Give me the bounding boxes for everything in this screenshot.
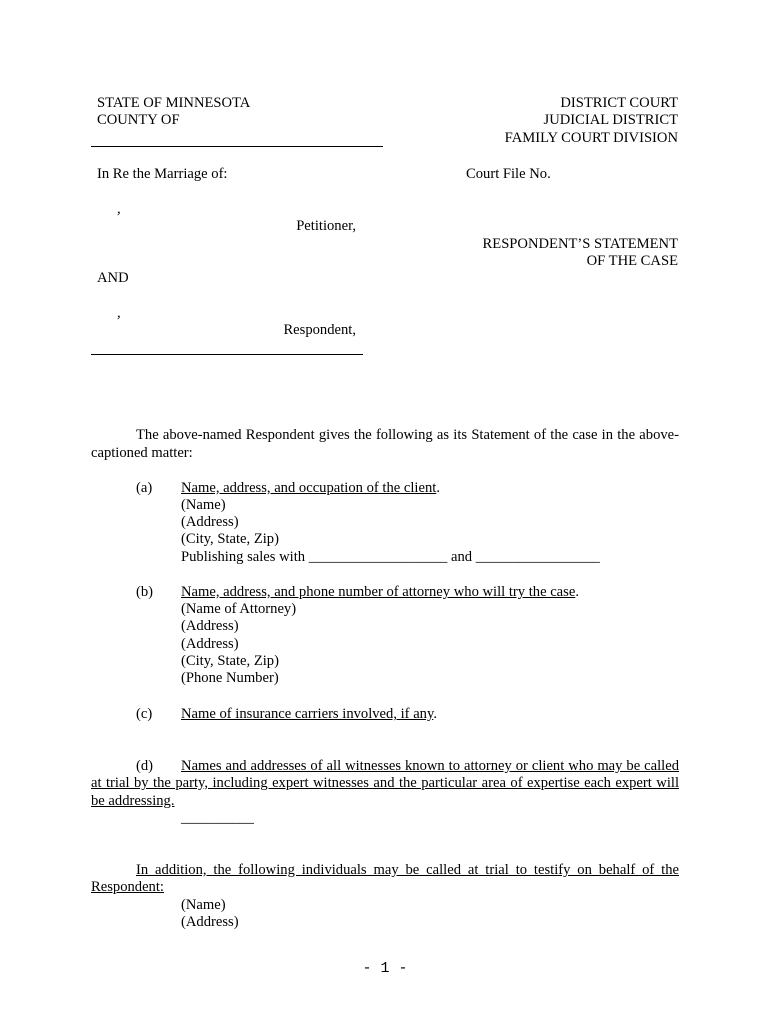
county-label: COUNTY OF (97, 112, 180, 128)
addition-line2: Respondent: (91, 879, 164, 895)
item-c-label: (c) (136, 706, 153, 722)
item-d-line2: at trial by the party, including expert witnesses and the particular area of expertise each expert will (91, 775, 679, 791)
item-d-line3-row (91, 793, 175, 810)
item-b-heading-row (181, 584, 579, 601)
item-a-heading: Name, address, and occupation of the client (181, 480, 437, 496)
court-label: DISTRICT COURT (560, 95, 678, 111)
respondent-name-comma: , (117, 305, 121, 321)
intro-line2: captioned matter: (91, 445, 193, 461)
addition-line2-row (91, 879, 164, 896)
item-b-phone: (Phone Number) (181, 670, 279, 686)
caption-underline (91, 354, 363, 355)
state-label: STATE OF MINNESOTA (97, 95, 251, 111)
respondent-label: Respondent, (283, 322, 356, 338)
item-b-period: . (575, 584, 579, 600)
item-d-line2-row (91, 775, 679, 792)
item-a-name: (Name) (181, 497, 226, 513)
item-a-heading-row (181, 480, 440, 497)
document-title-line2: OF THE CASE (586, 253, 678, 269)
district-label: JUDICIAL DISTRICT (543, 112, 678, 128)
county-underline (91, 146, 383, 147)
item-b-attorney-name: (Name of Attorney) (181, 601, 297, 617)
item-c-period: . (433, 706, 437, 722)
item-b-address1: (Address) (181, 618, 239, 634)
item-d-blank: __________ (181, 810, 254, 826)
item-a-publishing: Publishing sales with ___________________ and _________________ (181, 549, 600, 565)
addition-address: (Address) (181, 914, 239, 930)
item-a-label: (a) (136, 480, 153, 496)
item-b-heading: Name, address, and phone number of attorney who will try the case (181, 584, 576, 600)
item-a-period: . (436, 480, 440, 496)
addition-name: (Name) (181, 897, 226, 913)
intro-line1: The above-named Respondent gives the following as its Statement of the case in the above- (136, 427, 679, 443)
petitioner-name-comma: , (117, 201, 121, 217)
item-c-heading: Name of insurance carriers involved, if any (181, 706, 434, 722)
item-d-line1: Names and addresses of all witnesses known to attorney or client who may be called (181, 758, 679, 774)
item-b-address2: (Address) (181, 636, 239, 652)
document-title-line1: RESPONDENT’S STATEMENT (482, 236, 678, 252)
petitioner-label: Petitioner, (296, 218, 356, 234)
addition-line1: In addition, the following individuals may be called at trial to testify on behalf of the (136, 862, 679, 878)
and-label: AND (97, 270, 129, 286)
intro-paragraph (91, 427, 679, 444)
page-number: - 1 - (362, 960, 408, 977)
item-a-address: (Address) (181, 514, 239, 530)
court-file-label: Court File No. (466, 166, 551, 182)
in-re-label: In Re the Marriage of: (97, 166, 228, 182)
item-c-heading-row (181, 706, 437, 723)
division-label: FAMILY COURT DIVISION (504, 130, 678, 146)
item-d-line3: be addressing. (91, 793, 175, 809)
item-d-line1-row (91, 758, 679, 775)
item-a-city: (City, State, Zip) (181, 531, 279, 547)
addition-line1-row (91, 862, 679, 879)
item-b-city: (City, State, Zip) (181, 653, 279, 669)
item-b-label: (b) (136, 584, 154, 600)
item-d-label: (d) (136, 758, 154, 774)
